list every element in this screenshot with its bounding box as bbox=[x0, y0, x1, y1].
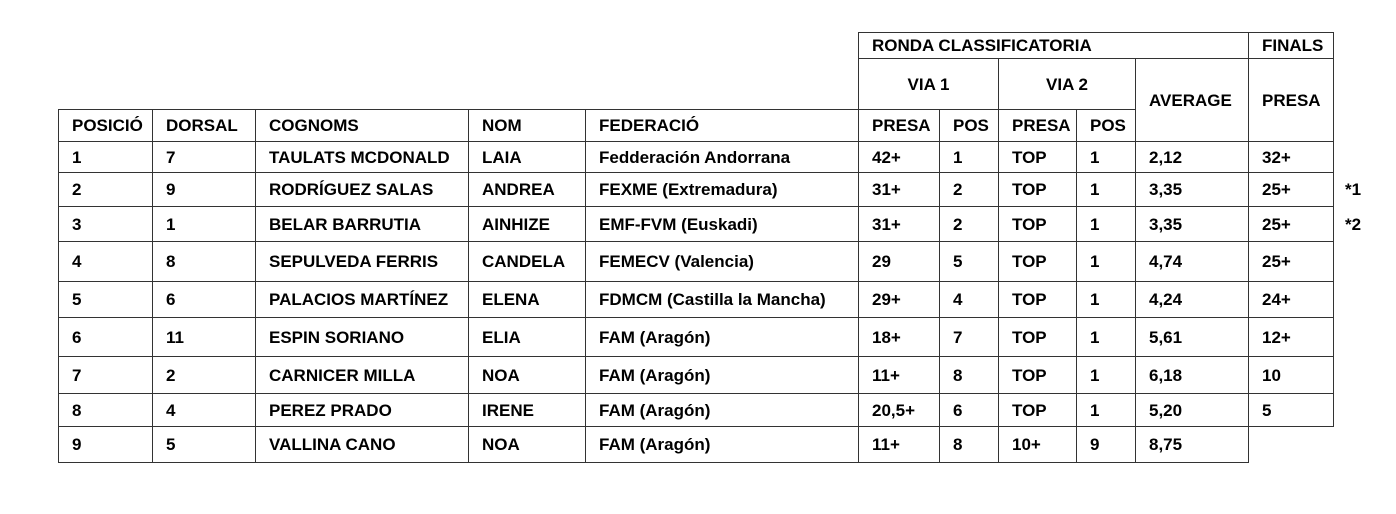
cell-federacio: EMF-FVM (Euskadi) bbox=[586, 207, 859, 242]
cell-pos1: 1 bbox=[940, 142, 999, 173]
cell-posicio: 8 bbox=[59, 394, 153, 427]
table-row bbox=[59, 394, 1334, 427]
cell-average: 8,75 bbox=[1136, 427, 1249, 463]
col-presa-via2: PRESA bbox=[999, 110, 1077, 142]
table-row bbox=[59, 427, 1334, 463]
via2-header: VIA 2 bbox=[999, 59, 1136, 110]
cell-presa2: TOP bbox=[999, 318, 1077, 357]
cell-presa2: TOP bbox=[999, 357, 1077, 394]
cell-nom: AINHIZE bbox=[469, 207, 586, 242]
cell-dorsal: 11 bbox=[153, 318, 256, 357]
cell-cognoms: ESPIN SORIANO bbox=[256, 318, 469, 357]
cell-posicio: 7 bbox=[59, 357, 153, 394]
cell-presa2: TOP bbox=[999, 394, 1077, 427]
cell-finals: 25+ bbox=[1249, 242, 1334, 282]
cell-presa2: 10+ bbox=[999, 427, 1077, 463]
cell-presa2: TOP bbox=[999, 282, 1077, 318]
cell-average: 3,35 bbox=[1136, 173, 1249, 207]
cell-finals: 10 bbox=[1249, 357, 1334, 394]
cell-pos1: 4 bbox=[940, 282, 999, 318]
cell-average: 4,74 bbox=[1136, 242, 1249, 282]
cell-presa1: 29 bbox=[859, 242, 940, 282]
cell-pos2: 1 bbox=[1077, 173, 1136, 207]
cell-presa1: 18+ bbox=[859, 318, 940, 357]
table-row bbox=[59, 207, 1334, 242]
cell-pos1: 2 bbox=[940, 173, 999, 207]
cell-nom: ELIA bbox=[469, 318, 586, 357]
cell-federacio: FEXME (Extremadura) bbox=[586, 173, 859, 207]
cell-average: 5,61 bbox=[1136, 318, 1249, 357]
cell-presa2: TOP bbox=[999, 207, 1077, 242]
cell-average: 5,20 bbox=[1136, 394, 1249, 427]
cell-federacio: FAM (Aragón) bbox=[586, 357, 859, 394]
cell-dorsal: 4 bbox=[153, 394, 256, 427]
cell-federacio: FAM (Aragón) bbox=[586, 318, 859, 357]
col-pos-via1: POS bbox=[940, 110, 999, 142]
cell-pos2: 1 bbox=[1077, 357, 1136, 394]
cell-cognoms: PALACIOS MARTÍNEZ bbox=[256, 282, 469, 318]
cell-presa2: TOP bbox=[999, 173, 1077, 207]
cell-pos1: 6 bbox=[940, 394, 999, 427]
cell-presa2: TOP bbox=[999, 242, 1077, 282]
cell-cognoms: TAULATS MCDONALD bbox=[256, 142, 469, 173]
cell-posicio: 5 bbox=[59, 282, 153, 318]
cell-finals: 12+ bbox=[1249, 318, 1334, 357]
cell-pos2: 9 bbox=[1077, 427, 1136, 463]
table-row bbox=[59, 282, 1334, 318]
cell-posicio: 3 bbox=[59, 207, 153, 242]
cell-pos2: 1 bbox=[1077, 142, 1136, 173]
cell-presa1: 42+ bbox=[859, 142, 940, 173]
average-header: AVERAGE bbox=[1136, 59, 1249, 142]
cell-pos1: 8 bbox=[940, 357, 999, 394]
cell-cognoms: PEREZ PRADO bbox=[256, 394, 469, 427]
cell-nom: IRENE bbox=[469, 394, 586, 427]
cell-pos2: 1 bbox=[1077, 207, 1136, 242]
cell-cognoms: BELAR BARRUTIA bbox=[256, 207, 469, 242]
finals-header: FINALS bbox=[1249, 33, 1334, 59]
cell-dorsal: 9 bbox=[153, 173, 256, 207]
cell-dorsal: 2 bbox=[153, 357, 256, 394]
cell-dorsal: 6 bbox=[153, 282, 256, 318]
cell-federacio: FEMECV (Valencia) bbox=[586, 242, 859, 282]
cell-presa1: 11+ bbox=[859, 357, 940, 394]
cell-cognoms: SEPULVEDA FERRIS bbox=[256, 242, 469, 282]
cell-pos1: 8 bbox=[940, 427, 999, 463]
footnote-marker: *1 bbox=[1345, 180, 1362, 199]
cell-finals bbox=[1249, 427, 1334, 463]
cell-finals: 24+ bbox=[1249, 282, 1334, 318]
table-row bbox=[59, 142, 1334, 173]
cell-posicio: 6 bbox=[59, 318, 153, 357]
cell-nom: ELENA bbox=[469, 282, 586, 318]
cell-finals: 25+ bbox=[1249, 207, 1334, 242]
cell-nom: NOA bbox=[469, 427, 586, 463]
col-posicio: POSICIÓ bbox=[59, 110, 153, 142]
cell-presa1: 11+ bbox=[859, 427, 940, 463]
cell-finals: 5 bbox=[1249, 394, 1334, 427]
table-row bbox=[59, 318, 1334, 357]
cell-cognoms: VALLINA CANO bbox=[256, 427, 469, 463]
cell-nom: LAIA bbox=[469, 142, 586, 173]
cell-dorsal: 8 bbox=[153, 242, 256, 282]
cell-presa2: TOP bbox=[999, 142, 1077, 173]
cell-presa1: 20,5+ bbox=[859, 394, 940, 427]
footnote-marker: *2 bbox=[1345, 214, 1362, 234]
cell-presa1: 29+ bbox=[859, 282, 940, 318]
col-cognoms: COGNOMS bbox=[256, 110, 469, 142]
cell-pos2: 1 bbox=[1077, 318, 1136, 357]
col-presa-via1: PRESA bbox=[859, 110, 940, 142]
col-pos-via2: POS bbox=[1077, 110, 1136, 142]
finals-presa-header: PRESA bbox=[1249, 59, 1334, 142]
cell-finals: 32+ bbox=[1249, 142, 1334, 173]
cell-finals: 25+ bbox=[1249, 173, 1334, 207]
col-dorsal: DORSAL bbox=[153, 110, 256, 142]
cell-average: 6,18 bbox=[1136, 357, 1249, 394]
cell-average: 3,35 bbox=[1136, 207, 1249, 242]
cell-pos1: 2 bbox=[940, 207, 999, 242]
cell-pos1: 5 bbox=[940, 242, 999, 282]
cell-pos2: 1 bbox=[1077, 394, 1136, 427]
table-row bbox=[59, 173, 1334, 207]
cell-pos2: 1 bbox=[1077, 242, 1136, 282]
cell-dorsal: 5 bbox=[153, 427, 256, 463]
ronda-classificatoria-header: RONDA CLASSIFICATORIA bbox=[859, 33, 1249, 59]
cell-federacio: Fedderación Andorrana bbox=[586, 142, 859, 173]
cell-dorsal: 1 bbox=[153, 207, 256, 242]
cell-pos1: 7 bbox=[940, 318, 999, 357]
cell-presa1: 31+ bbox=[859, 173, 940, 207]
cell-nom: ANDREA bbox=[469, 173, 586, 207]
cell-average: 2,12 bbox=[1136, 142, 1249, 173]
table-row bbox=[59, 242, 1334, 282]
cell-federacio: FAM (Aragón) bbox=[586, 427, 859, 463]
col-federacio: FEDERACIÓ bbox=[586, 110, 859, 142]
via1-header: VIA 1 bbox=[859, 59, 999, 110]
results-table bbox=[58, 32, 1334, 463]
cell-cognoms: RODRÍGUEZ SALAS bbox=[256, 173, 469, 207]
cell-nom: CANDELA bbox=[469, 242, 586, 282]
cell-cognoms: CARNICER MILLA bbox=[256, 357, 469, 394]
table-row bbox=[59, 357, 1334, 394]
cell-posicio: 9 bbox=[59, 427, 153, 463]
cell-average: 4,24 bbox=[1136, 282, 1249, 318]
cell-federacio: FAM (Aragón) bbox=[586, 394, 859, 427]
col-nom: NOM bbox=[469, 110, 586, 142]
cell-dorsal: 7 bbox=[153, 142, 256, 173]
cell-posicio: 2 bbox=[59, 173, 153, 207]
cell-nom: NOA bbox=[469, 357, 586, 394]
cell-federacio: FDMCM (Castilla la Mancha) bbox=[586, 282, 859, 318]
cell-posicio: 4 bbox=[59, 242, 153, 282]
cell-pos2: 1 bbox=[1077, 282, 1136, 318]
cell-presa1: 31+ bbox=[859, 207, 940, 242]
cell-posicio: 1 bbox=[59, 142, 153, 173]
